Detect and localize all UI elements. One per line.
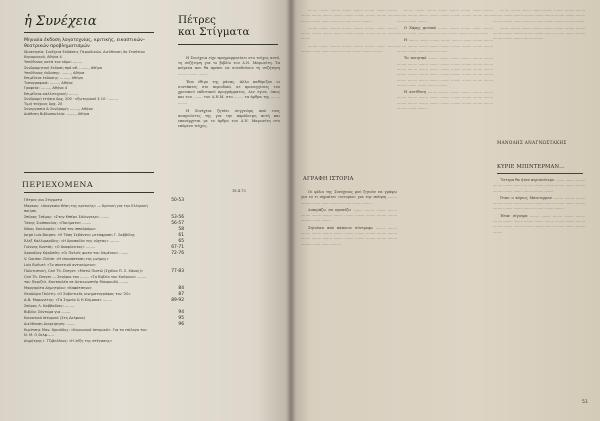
article-paragraph: ........ ........ ........ ........ ........ ........ ........ ........ ........ ........ ........ ........ ........ ........ ........ ........ xyxy=(301,43,397,54)
toc-entry-page: 95 xyxy=(178,316,184,321)
editorial-body xyxy=(178,56,280,133)
masthead-line: Συνδρομητική έκδοση πρό αθ. ........, Αθήνα xyxy=(24,65,103,70)
toc-entry xyxy=(24,198,184,203)
toc-entry-title: Κυρίτσης Μαν. Χρυσίδης: «Κοινωνικό Ιστορικό»: Για τα επίλογο του Ν. Μ. Ο δελφ...... xyxy=(24,328,147,337)
editorial-title-line-1: Πέτρες xyxy=(178,14,216,26)
toc-entry-title: Μαργαρίτα Δημητρίου: «Καφάτσηνο» xyxy=(24,286,92,290)
toc-entry-title: Luis Buñuel: «Το σκοτεινό αντικείμενο» xyxy=(24,263,96,267)
toc-entry-title: Βιβλίο: Σύντομα για ........ xyxy=(24,310,71,314)
toc-heading: ΠΕΡΙΕΧΟΜΕΝΑ xyxy=(22,180,94,189)
masthead-line: Υπεύθυνος έκδοσης: ........, Αθήνα xyxy=(24,70,85,75)
toc-entry-page: 72-76 xyxy=(171,251,184,256)
toc-entry xyxy=(24,269,184,274)
editorial-date: 18.4.73 xyxy=(232,189,246,193)
editorial-title-line-2: και Στίγματα xyxy=(178,26,250,38)
toc-entry xyxy=(24,292,184,297)
toc-entry-page: 53-56 xyxy=(171,215,184,220)
masthead-line: Επιμέλεια-καλλιτεχνική: ........ xyxy=(24,91,79,96)
article-paragraph: Το ποιητικό ........ ........ ........ ........ ........ ........ ........ ........ ........ ........ ........ ........ ........ ........ ........ ........ ........ ........ ........ ........ ........ ........ ........ ........ ........ ........ ........ ........ ........ ........ ........ ........ ........ ........ ........ ........ ........ ........ ........ ........ ........ ........ ........ ........ ........ ........ ........ xyxy=(397,56,493,87)
toc-entry xyxy=(24,245,184,250)
masthead-title: Μηνιαία έκδοση λογοτεχνίας, κριτικής, εικαστικών–θεατρικών προβληματισμών xyxy=(24,38,146,49)
toc-entry-page: 89-92 xyxy=(171,298,184,303)
editorial-rule xyxy=(178,44,278,45)
toc-entry-page: 50-53 xyxy=(171,198,184,203)
masthead-line: Συνεργασία & Συνδρομή: ........, Αθήνα xyxy=(24,107,93,112)
editorial-paragraph: Ένα έθιμο της μάνας, άλλο καθόριζαν οι συντάκτες στο περιοδικό, σε προσεγγίσεις του χρονικού εκδοτικού προγράμματος. Δεν έγινε, όπως και του ........ του Δ.Ν.Μ. στο ........ τα άρθρα της ........ ........ xyxy=(178,79,280,105)
article-paragraph: Ο Χάρης φυσικά ........ ........ ........ ........ ........ ........ ........ ........ ........ ........ ........ ........ ........ ........ xyxy=(397,25,493,36)
toc-entry-page: 87 xyxy=(178,292,184,297)
toc-entry xyxy=(24,239,184,244)
toc-entry-title: Πολιτιστική, Carl Th. Dreyer: «Ματώ Πιστώ (Σχόλια Π. Σ. Χάνος)» xyxy=(24,269,144,273)
author-signature: ΜΑΝΟΛΗΣ ΑΝΑΓΝΩΣΤΑΚΗΣ xyxy=(497,140,567,145)
article-paragraph: ........ ........ ........ ........ ........ ........ ........ ........ ........ ........ ........ ........ ........ ........ ........ ........ ........ ........ ........ ........ xyxy=(397,8,493,23)
toc-entry-title: Πέτρες και Στίγματα xyxy=(24,198,63,202)
section-title-agrafi-istoria: ΑΓΡΑΦΗ ΙΣΤΟΡΙΑ xyxy=(303,176,354,182)
toc-entry xyxy=(24,304,166,309)
toc-entry-title: Χρονόλογ Κάρδαθη: «Οι Παλιές φωτο του Χαμένου» ........ xyxy=(24,251,129,255)
right-column-3-body xyxy=(493,178,585,237)
right-column-2 xyxy=(397,8,493,113)
editorial-paragraph: Η Συνέχεια είχε προγραμματίσει στο τεύχος αυτό, τη συζήτηση για το βιβλίο του Δ.Ν. Μαρωνίτη. Τα κείμενα που θα πρέπει να συνοδεύουν τη συζήτηση ........ ........ ........ xyxy=(178,56,280,76)
toc-entry xyxy=(24,257,166,262)
toc-entry-title: Jorge Luis Borges: «Η Τόση Σεβάντα» μετάφραση Γ. Σαββίδης xyxy=(24,233,136,237)
masthead-rule-bottom xyxy=(24,172,154,173)
toc-entry xyxy=(24,263,166,268)
toc-entry-page: 65 xyxy=(178,239,184,244)
toc-entry-page: 96 xyxy=(178,322,184,327)
article-paragraph: ........ ........ ........ ........ ........ ........ ........ ........ ........ ........ ........ ........ ........ ........ ........ ........ ........ ........ ........ ........ ........ ........ ........ ........ ........ ........ xyxy=(493,8,585,23)
toc-entry-page: 58 xyxy=(178,227,184,232)
editorial-title xyxy=(178,14,250,38)
masthead-line: Επιμέλεια έκδοσης: ........, Αθήνα xyxy=(24,76,83,81)
toc-entry-title: Γιάννης Κοντός: «Ο Αναφλεκτος» ........ xyxy=(24,245,96,249)
book-gutter xyxy=(286,0,296,421)
right-column-1-top xyxy=(301,8,397,56)
toc-entry xyxy=(24,298,184,303)
toc-entry-title: Μαρκος: «Αναγκαία θέση της κριτικής» — Κριτική για την Ελληνική ποίηση xyxy=(24,204,148,213)
toc-entry xyxy=(24,316,184,321)
toc-entry-title: Τάκης Σινόπουλος: «Ποιήματα» ........ xyxy=(24,221,92,225)
masthead-line: Διάθεση Βιβλιοπωλείο: ........, Αθήνα xyxy=(24,112,90,117)
left-page xyxy=(0,0,292,421)
masthead-line: Ιδιοκτησία: Συνέχεια Εκδόσεις Περιοδικών, Διεύθυνση 4ο Σταθείου Κεραμεικού, Αθήνα 4 xyxy=(24,50,145,60)
toc-entry xyxy=(24,339,166,344)
section-title-kyrie-mpintermann: ΚΥΡΙΕ ΜΠΙΝΤΕΡΜΑΝ... xyxy=(497,164,565,170)
masthead-rule-top xyxy=(24,32,154,33)
toc-entry-page: 67-71 xyxy=(171,245,184,250)
toc-entry-title: Διεύθυνση Διαχείρηση: ........ xyxy=(24,322,76,326)
article-paragraph: Οι φίλοι της Συνέχειας μού ζητούν να γράψω για το τι σημαίνει «ιστορία» για την ποίηση ........ ........ ........ ........ ........ ........ ........ ........ xyxy=(301,190,397,205)
article-paragraph: ........ ........ ........ ........ ........ ........ ........ ........ ........ ........ ........ ........ ........ ........ ........ ........ ........ ........ ........ ........ ........ ........ xyxy=(493,25,585,41)
right-column-3-top xyxy=(493,8,585,44)
article-paragraph: Η αντίθεση ........ ........ ........ ........ ........ ........ ........ ........ ........ ........ ........ ........ ........ ........ ........ ........ ........ ........ ........ ........ ........ ........ ........ ........ ........ ........ ........ xyxy=(397,90,493,111)
toc-entry-title: Νίκος Χουλιαράς: «Από τον ιπποδρόμο» xyxy=(24,227,96,231)
toc-entry-page: 77-83 xyxy=(171,269,184,274)
toc-entry-title: Κοινοτικά Ιστορικά (Στη Δελφινα) xyxy=(24,316,85,320)
article-paragraph: Ζητούσα από κάποιον σύντροφο ........ ........ ........ ........ ........ ........ ........ ........ ........ ........ ........ ........ ........ ........ ........ ........ ........ ........ ........ ........ ........ ........ ........ ........ xyxy=(301,225,397,246)
toc-entry-title: Carl Th. Dreyer — Σενάριο του ........ «Το Βιβλίο του Χούγκου» ........ του Παριζελ. Κουτσολέα σε Αντικωνστέρ Μαυρουδή ........ xyxy=(24,275,147,284)
toc-entry-page: 84 xyxy=(178,286,184,291)
toc-entry-title: Σπύρος Λ. Καββαδίας: ........ xyxy=(24,304,75,308)
toc-entry-title: Θεοδώρα Πολίτη: «Ο Σοβιετικός κινηματογράφος του '20» xyxy=(24,292,131,296)
toc-entry xyxy=(24,275,166,285)
article-paragraph: Ήταν σίγουρα ........ ........ ........ ........ ........ ........ ........ ........ ........ ........ ........ ........ ........ ........ ........ ........ ........ ........ ........ ........ ........ ........ ........ ........ xyxy=(493,213,585,234)
page-number: 51 xyxy=(582,400,588,405)
section-rule xyxy=(497,173,583,174)
article-paragraph: Δοκιμάζω να προσέξω ........ ........ ........ ........ ........ ........ ........ ........ ........ ........ ........ ........ ........ ........ ........ ........ xyxy=(301,207,397,223)
toc-entry-title: Δ.Ν. Μαρωνίτης: «Τα Σημεία & Η Κλίμακα» ........ xyxy=(24,298,112,302)
toc-entry xyxy=(24,215,184,220)
toc-entry-page: 94 xyxy=(178,310,184,315)
toc-entry-title: Δημήτρης Ι. Τζιβελέκος: «Η λέξη της στέγασης» xyxy=(24,339,113,343)
toc-entry xyxy=(24,251,184,256)
toc-entry xyxy=(24,204,166,214)
masthead-line: Τιμή τεύχους δρχ. 20 xyxy=(24,102,63,107)
toc-entry xyxy=(24,233,184,238)
toc-entry-page: 56-57 xyxy=(171,221,184,226)
masthead-imprint xyxy=(24,38,152,118)
masthead-line: Τυπογραφικά: ........, Αθήνα xyxy=(24,81,73,86)
masthead-line: Συνδρομή ετήσια δρχ. 200 · εξωτερικού $ 10 · ........ xyxy=(24,96,118,101)
article-paragraph: ........ ........ ........ ........ ........ ........ ........ ........ ........ ........ ........ ........ ........ ........ ........ ........ ........ ........ xyxy=(301,25,397,41)
article-paragraph: Η ........ ........ ........ ........ ........ ........ ........ ........ ........ ........ ........ ........ ........ ........ ........ ........ ........ ........ ........ ........ ........ ........ xyxy=(397,38,493,54)
masthead-line: Υπεύθυνος κατά τον νόμο: ........ xyxy=(24,60,82,65)
toc-entry xyxy=(24,310,184,315)
article-paragraph: Όταν ο κύριος Μπιντερμαν ........ ........ ........ ........ ........ ........ ........ ........ ........ ........ ........ ........ ........ ........ ........ ........ ........ ........ ........ xyxy=(493,195,585,211)
masthead-line: Γραφεία: ........, Αθήνα 4 xyxy=(24,86,68,91)
article-paragraph: Ύστερα θα ήταν περισσότερο ........ ........ ........ ........ ........ ........ ........ ........ ........ ........ ........ ........ ........ ........ ........ ........ ........ ........ xyxy=(493,178,585,193)
masthead-lines xyxy=(24,50,152,118)
toc-entry-title: Άλεξ Καλλιμαρίδης: «Η δροσούλα της νύχτας» ........ xyxy=(24,239,119,243)
toc-entry xyxy=(24,227,184,232)
toc-entry-title: Σπύρος Τσέμος: «Στην Μπέρυ Σάλινγκερ» ........ xyxy=(24,215,110,219)
article-paragraph: ........ ........ ........ ........ ........ ........ ........ ........ ........ ........ ........ ........ ........ ........ ........ ........ ........ ........ ........ ........ ........ ........ ........ ........ xyxy=(301,8,397,23)
toc-entry xyxy=(24,221,184,226)
toc-entry xyxy=(24,328,166,338)
toc-entry xyxy=(24,322,184,327)
toc-entry xyxy=(24,286,184,291)
toc-entry-title: V. Gordon Childe: «Η επανάσταση της μνήμης» xyxy=(24,257,109,261)
toc-entry-page: 61 xyxy=(178,233,184,238)
toc-rule xyxy=(24,192,154,193)
right-column-1-body xyxy=(301,190,397,249)
magazine-brand: ἡ Συνέχεια xyxy=(24,14,97,29)
table-of-contents xyxy=(24,198,184,345)
editorial-paragraph: Η Συνέχεια ζητάει συγγνώμη από τους αναγνώστες της για την παράλειψη αυτή και επανέρχεται με το άρθρο του Δ.Ν. Μαρωνίτη στο επόμενο τεύχος. xyxy=(178,108,280,129)
